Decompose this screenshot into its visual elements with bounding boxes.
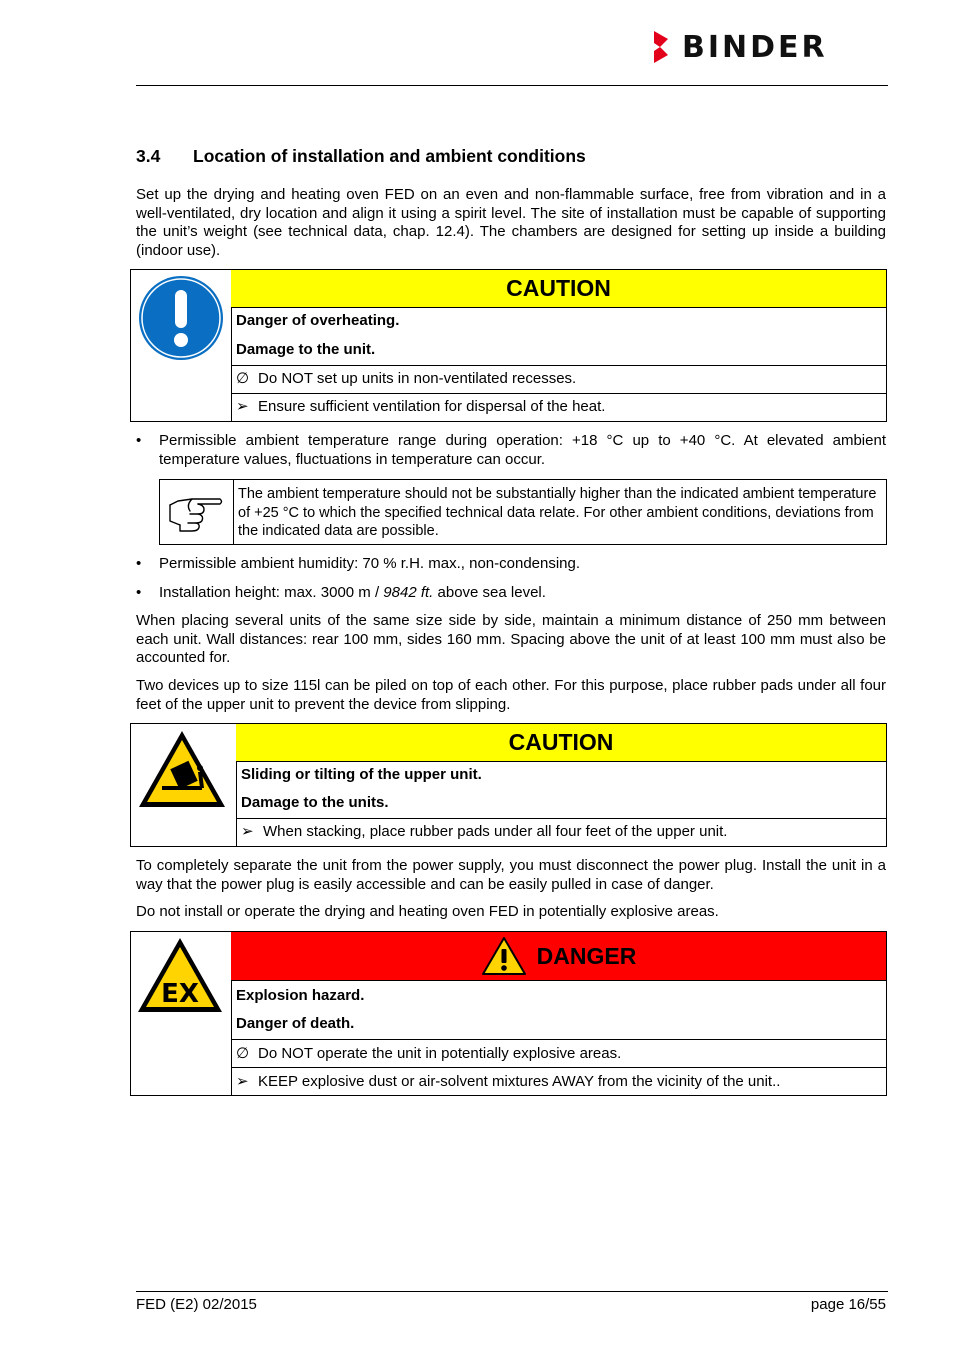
bullet-humidity-text: Permissible ambient humidity: 70 % r.H. max., non-condensing. <box>159 555 581 572</box>
caution-icon-cell <box>131 270 232 421</box>
caution-action-row <box>231 393 886 416</box>
brand-name: BINDER <box>682 29 828 65</box>
danger-icon-cell <box>131 932 232 1095</box>
caution-consequence: Damage to the unit. <box>236 341 376 358</box>
danger-band <box>231 932 886 981</box>
pointing-hand-icon <box>168 491 224 533</box>
arrow-bullet-icon: ➢ <box>236 398 249 415</box>
arrow-bullet-icon: ➢ <box>241 823 254 840</box>
ex-explosion-icon <box>136 936 224 1014</box>
danger-box-explosion <box>130 931 887 1096</box>
caution-box-overheating <box>130 269 887 422</box>
height-feet: 9842 ft. <box>383 584 434 601</box>
caution-hazard: Danger of overheating. <box>236 312 400 329</box>
header-rule <box>136 85 888 86</box>
danger-prohibition-row <box>231 1039 886 1063</box>
stacking-paragraph: Two devices up to size 115l can be piled on top of each other. For this purpose, place rubber pads under all four feet of the upper unit to prevent the device from slipping. <box>136 677 886 713</box>
binder-logo <box>654 30 828 64</box>
tilting-hazard-icon <box>136 728 228 810</box>
bullet-dot: • <box>136 432 142 449</box>
bullet-temperature <box>136 432 886 469</box>
caution-label: CAUTION <box>236 724 886 762</box>
caution-action: Ensure sufficient ventilation for dispersal of the heat. <box>258 398 606 415</box>
caution-prohibition-row <box>231 365 886 388</box>
height-text-c: above sea level. <box>433 584 546 601</box>
danger-consequence: Danger of death. <box>236 1015 355 1032</box>
bullet-height-text <box>159 584 886 603</box>
bullet-temperature-text: Permissible ambient temperature range during operation: +18 °C up to +40 °C. At elevated ambient temperature values, fluctuations in temperature can occur. <box>159 432 886 468</box>
power-paragraph: To completely separate the unit from the power supply, you must disconnect the power plug. Install the unit in a way that the power plug is easily accessible and can be easily pulled in case of danger. <box>136 857 886 893</box>
svg-text:EX: EX <box>161 979 199 1009</box>
section-number: 3.4 <box>136 146 161 166</box>
danger-label: DANGER <box>536 942 637 969</box>
note-text: The ambient temperature should not be substantially higher than the indicated ambient temperature of +25 °C to which the specified technical data relate. For other ambient conditions, deviations from the indicated data are possible. <box>238 486 877 539</box>
bullet-humidity <box>136 555 886 574</box>
footer-rule <box>136 1291 888 1292</box>
caution-prohibition: Do NOT set up units in non-ventilated recesses. <box>258 370 577 387</box>
caution-label: CAUTION <box>231 270 886 308</box>
mandatory-exclamation-icon <box>137 274 225 362</box>
spacing-paragraph: When placing several units of the same size side by side, maintain a minimum distance of 250 mm between each unit. Wall distances: rear 100 mm, sides 160 mm. Spacing above the unit of at least 100 mm must also be accounted for. <box>136 612 886 666</box>
footer-doc-id: FED (E2) 02/2015 <box>136 1296 257 1313</box>
prohibition-icon: ∅ <box>236 370 250 387</box>
caution-action-row <box>236 818 886 841</box>
bullet-dot: • <box>136 584 142 601</box>
note-box <box>159 479 887 545</box>
section-title: Location of installation and ambient conditions <box>193 146 586 166</box>
height-text-a: Installation height: max. 3000 m / <box>159 584 384 601</box>
caution-action: When stacking, place rubber pads under all four feet of the upper unit. <box>263 823 728 840</box>
binder-chevron-icon <box>654 31 674 63</box>
warning-triangle-icon <box>481 936 527 976</box>
footer-page-number: page 16/55 <box>810 1296 886 1313</box>
bullet-dot: • <box>136 555 142 572</box>
explosive-paragraph: Do not install or operate the drying and heating oven FED in potentially explosive areas. <box>136 903 719 920</box>
danger-action-row <box>231 1067 886 1091</box>
section-heading <box>136 146 586 167</box>
caution-icon-cell <box>131 724 237 846</box>
danger-prohibition: Do NOT operate the unit in potentially explosive areas. <box>258 1045 622 1062</box>
arrow-bullet-icon: ➢ <box>236 1073 249 1090</box>
intro-paragraph: Set up the drying and heating oven FED on an even and non-flammable surface, free from vibration and in a well-ventilated, dry location and align it using a spirit level. The site of installation must be capable of supporting the unit’s weight (see technical data, chap. 12.4). The chambers are designed for setting up inside a building (indoor use). <box>136 186 886 259</box>
caution-consequence: Damage to the units. <box>241 794 389 811</box>
bullet-height <box>136 584 886 603</box>
danger-hazard: Explosion hazard. <box>236 987 365 1004</box>
note-icon-cell <box>160 480 234 544</box>
caution-box-stacking <box>130 723 887 847</box>
caution-hazard: Sliding or tilting of the upper unit. <box>241 766 482 783</box>
danger-action: KEEP explosive dust or air-solvent mixtures AWAY from the vicinity of the unit.. <box>258 1073 781 1090</box>
prohibition-icon: ∅ <box>236 1045 250 1062</box>
